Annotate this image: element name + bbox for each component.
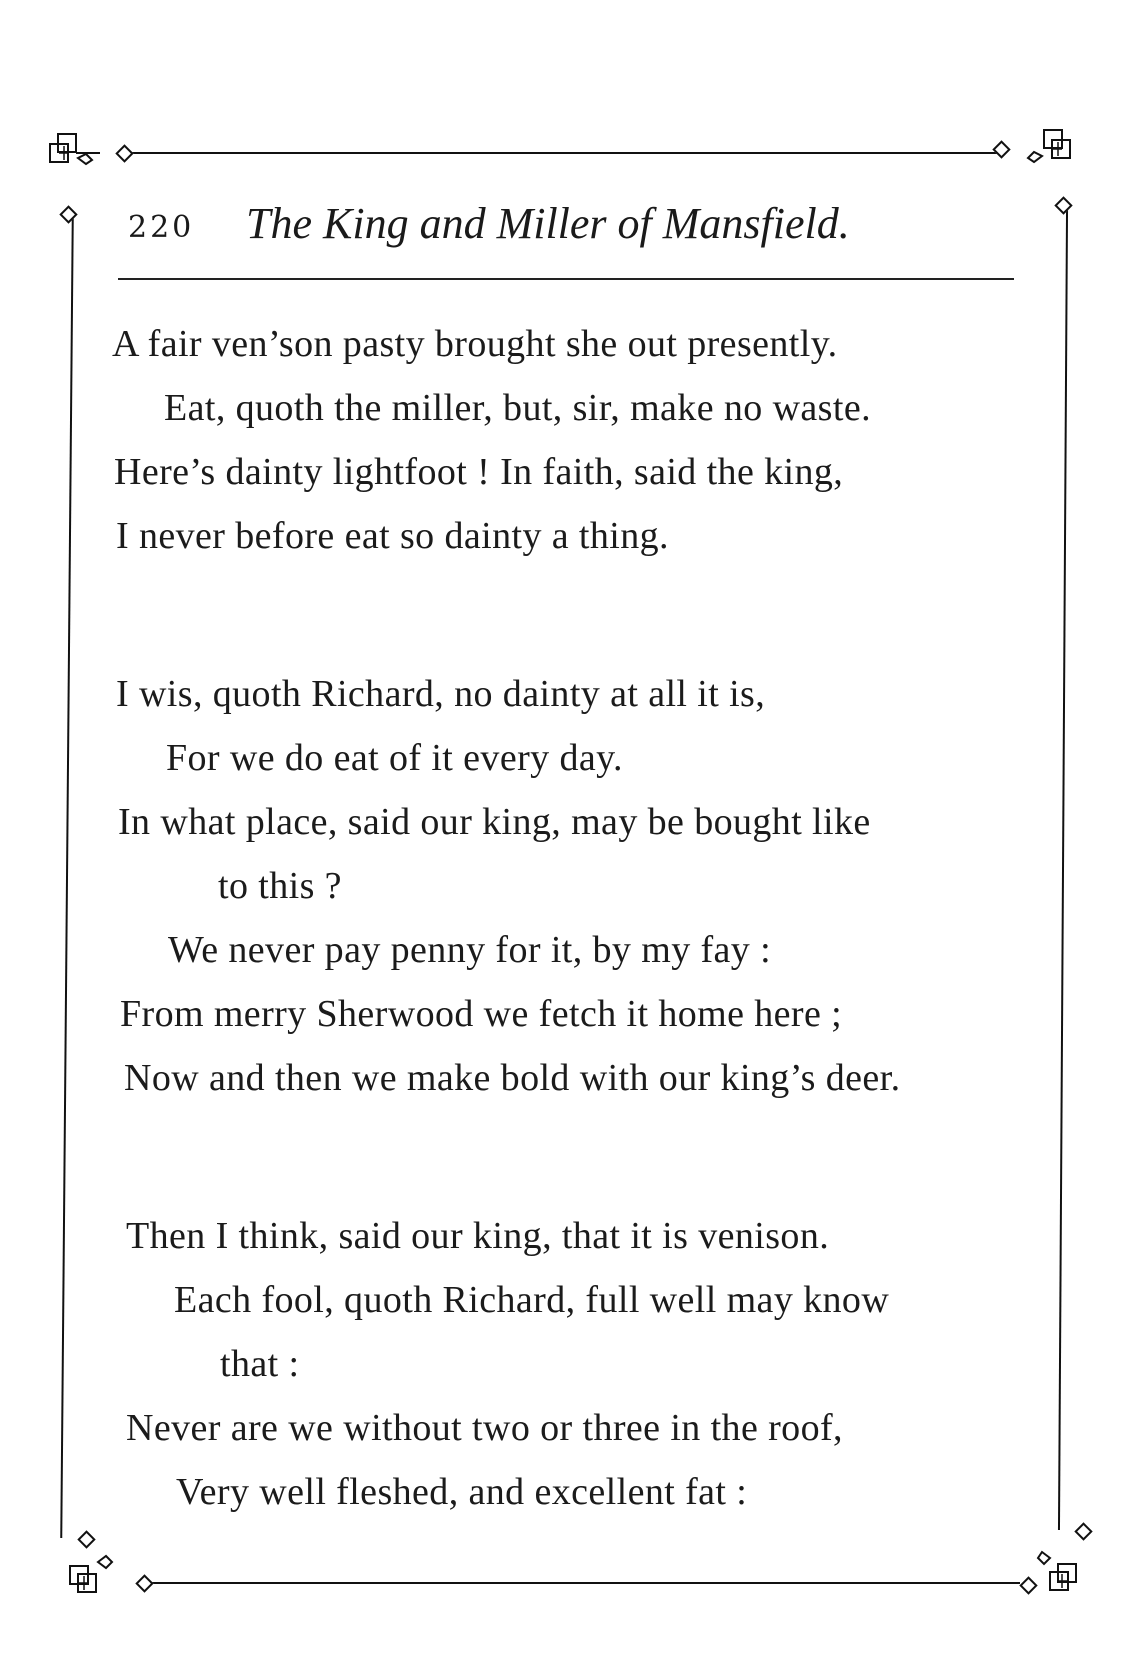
verse-line: From merry Sherwood we fetch it home here ; — [120, 993, 843, 1035]
verse-line: Then I think, said our king, that it is venison. — [126, 1215, 830, 1257]
frame-diamond-icon — [992, 140, 1010, 158]
frame-diamond-icon — [115, 144, 133, 162]
frame-diamond-icon — [135, 1574, 153, 1592]
frame-diamond-icon — [1074, 1522, 1092, 1540]
header-rule — [118, 278, 1014, 280]
verse-line: that : — [220, 1343, 300, 1385]
frame-left-line — [60, 218, 74, 1538]
verse-line: We never pay penny for it, by my fay : — [168, 929, 772, 971]
frame-diamond-icon — [59, 205, 77, 223]
frame-top-line — [120, 152, 1000, 154]
corner-ornament-icon — [44, 128, 100, 184]
verse-line: I wis, quoth Richard, no dainty at all it is, — [116, 673, 766, 715]
verse-line: Very well fleshed, and excellent fat : — [176, 1471, 748, 1513]
running-title: The King and Miller of Mansfield. — [246, 199, 850, 248]
verse-line: A fair ven’son pasty brought she out presently. — [112, 323, 838, 365]
frame-bottom-line — [140, 1582, 1020, 1584]
corner-ornament-icon — [1022, 124, 1078, 180]
frame-diamond-icon — [1019, 1576, 1037, 1594]
verse-line: Each fool, quoth Richard, full well may know — [174, 1279, 890, 1321]
corner-ornament-icon — [62, 1542, 118, 1598]
verse-line: Here’s dainty lightfoot ! In faith, said the king, — [114, 451, 844, 493]
frame-right-line — [1058, 210, 1068, 1530]
verse-line: Now and then we make bold with our king’s deer. — [124, 1057, 901, 1099]
verse-line: For we do eat of it every day. — [166, 737, 623, 779]
verse-line: Never are we without two or three in the roof, — [126, 1407, 843, 1449]
running-header — [128, 192, 1018, 262]
frame-diamond-icon — [1054, 196, 1072, 214]
page-number: 220 — [128, 210, 195, 245]
verse-line: Eat, quoth the miller, but, sir, make no waste. — [164, 387, 871, 429]
verse-line: to this ? — [218, 865, 342, 907]
corner-ornament-icon — [1036, 1540, 1092, 1596]
verse-line: I never before eat so dainty a thing. — [116, 515, 669, 557]
verse-line: In what place, said our king, may be bought like — [118, 801, 871, 843]
